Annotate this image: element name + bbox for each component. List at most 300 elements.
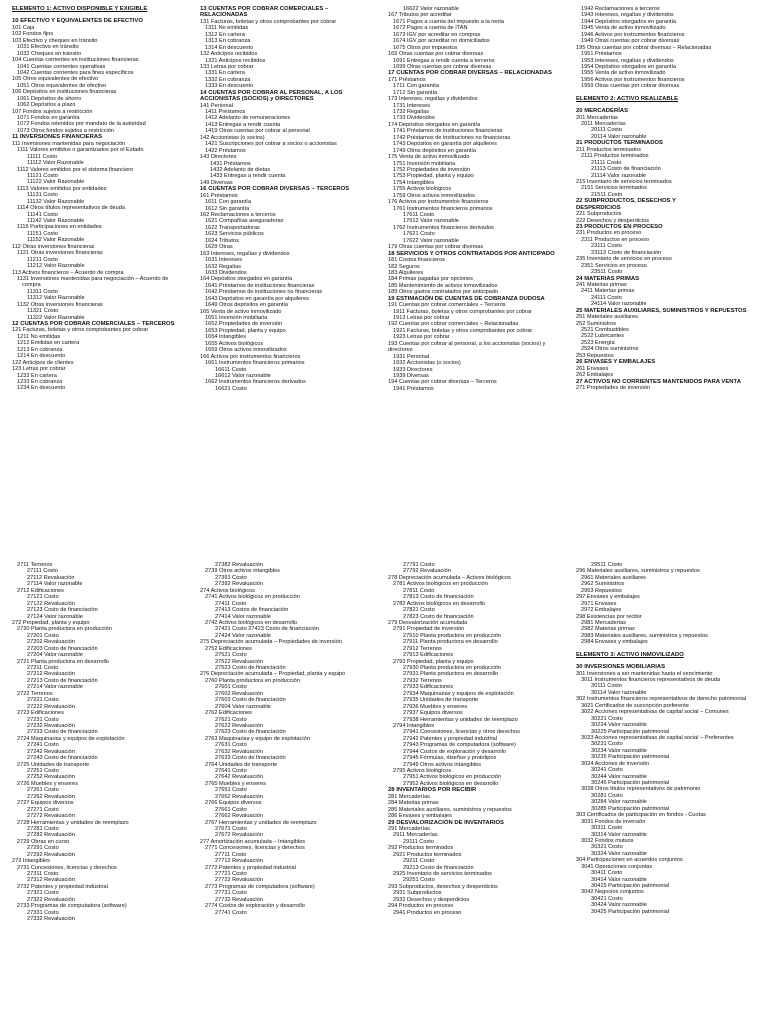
account-line: 1946 Activos por instrumentos financieros xyxy=(581,31,685,38)
section-heading: 10 EFECTIVO Y EQUIVALENTES DE EFECTIVO xyxy=(12,18,143,25)
section-heading: 25 MATERIALES AUXILIARES, SUMINISTROS Y REPUESTOS xyxy=(576,307,747,314)
account-line: 1051 Otros equivalentes de efectivo xyxy=(17,82,107,89)
account-line: 2795 Activos biológicos xyxy=(393,768,452,774)
account-line: 3023 Acciones representativas de capital social – Preferentes xyxy=(581,734,734,741)
account-line: 16621 Costo xyxy=(215,385,247,392)
account-line: 2733 Programas de computadora (software) xyxy=(17,903,127,910)
account-line: 231 Productos en proceso xyxy=(576,230,642,237)
account-line: 2782 Activos biológicos en desarrollo xyxy=(393,600,486,607)
account-line: 277 Amortización acumulada – Intangibles xyxy=(200,838,306,845)
account-line: 1422 Préstamos xyxy=(205,147,246,154)
account-line: 2772 Patentes y propiedad industrial xyxy=(205,864,296,871)
account-line: 281 Mercaderías xyxy=(388,793,430,800)
account-line: 2981 Mercaderías xyxy=(581,619,627,626)
account-line: 27721 Costo xyxy=(215,871,247,877)
column-2 xyxy=(200,6,386,392)
account-line: 1939 Diversas xyxy=(393,372,429,379)
account-line: 1949 Otras cuentas por cobrar diversas xyxy=(581,38,680,45)
account-line: 27911 Planta productora en desarrollo xyxy=(403,639,498,646)
account-line: 2962 Suministros xyxy=(581,581,625,588)
account-line: 27941 Concesiones, licencias y otros derechos xyxy=(403,729,520,736)
account-line: 185 Mantenimiento de activos inmovilizados xyxy=(388,282,498,289)
account-line: 1421 Suscripciones por cobrar a socios o accionistas xyxy=(205,141,337,148)
account-line: 27202 Revaluación xyxy=(27,639,75,646)
account-line: 2727 Equipos diversos xyxy=(17,800,74,807)
account-line: 11141 Costo xyxy=(27,211,58,218)
account-line: 183 Alquileres xyxy=(388,269,424,276)
account-line: 164 Depósitos otorgados en garantía xyxy=(200,276,293,283)
account-line: 1753 Propiedad, planta y equipo xyxy=(393,173,474,180)
account-line: 1631 Intereses xyxy=(205,257,243,264)
account-line: 27201 Costo xyxy=(27,632,59,639)
account-line: 27949 Otros activos intangibles xyxy=(403,761,482,768)
account-line: 2111 Productos terminados xyxy=(581,153,649,160)
account-line: 1311 No emitidas xyxy=(205,25,249,32)
account-line: 1759 Otros activos inmovilizados xyxy=(393,192,475,199)
account-line: 20114 Valor razonable xyxy=(591,133,647,140)
account-line: 2732 Patentes y propiedad industrial xyxy=(17,883,108,890)
account-line: 253 Repuestos xyxy=(576,352,614,359)
section-heading: 18 SERVICIOS Y OTROS CONTRATADOS POR ANTICIPADO xyxy=(388,250,555,257)
account-line: 27414 Valor razonable xyxy=(215,613,271,620)
account-line: 29111 Costo xyxy=(403,838,434,845)
account-line: 30241 Costo xyxy=(591,767,623,774)
account-line: 2794 Intangibles xyxy=(393,722,435,729)
account-line: 2711 Terrenos xyxy=(17,562,53,568)
account-line: 27791 Costo xyxy=(403,562,435,568)
account-line: 1113 Valores emitidos por entidades xyxy=(17,185,107,192)
account-line: 2767 Herramientas y unidades de reemplazo xyxy=(205,819,317,826)
account-line: 1121 Otras inversiones financieras xyxy=(17,250,103,257)
account-line: 279 Desvalorización acumulada xyxy=(388,619,468,626)
account-line: 1671 Pagos a cuenta del impuesto a la renta xyxy=(393,18,505,25)
account-line: 11132 Valor Razonable xyxy=(27,198,85,205)
account-line: 1332 En cobranza xyxy=(205,76,251,83)
account-line: 1314 En descuento xyxy=(205,44,254,51)
account-line: 296 Materiales auxiliares, suministros y repuestos xyxy=(576,568,700,575)
account-line: 261 Envases xyxy=(576,365,609,372)
account-line: 27603 Costo de financiación xyxy=(215,697,286,704)
account-line: 27413 Costos de financiación xyxy=(215,607,289,614)
account-line: 276 Depreciación acumulada – Propiedad, planta y equipo xyxy=(200,671,346,678)
section-heading: 27 ACTIVOS NO CORRIENTES MANTENIDOS PARA VENTA xyxy=(576,378,741,385)
account-line: 27937 Equipos diversos xyxy=(403,710,463,717)
account-line: 29213 Costo de financiación xyxy=(403,864,474,871)
account-line: 30231 Costo xyxy=(591,741,623,748)
account-line: 103 Efectivo y cheques en tránsito xyxy=(12,37,98,44)
account-line: 1911 Facturas, boletas y otros comprobantes por cobrar xyxy=(393,308,532,315)
account-line: 27392 Revaluación xyxy=(215,581,263,588)
account-line: 2763 Maquinarias y equipo de explotación xyxy=(205,735,310,742)
account-line: 27122 Revaluación xyxy=(27,600,75,607)
account-line: 2731 Concesiones, licencias y derechos xyxy=(17,864,117,871)
account-line: 142 Accionistas (o socios) xyxy=(200,134,265,141)
account-line: 3041 Operaciones conjuntas xyxy=(581,863,653,870)
account-line: 1921 Facturas, boletas y otros comprobantes por cobrar xyxy=(393,327,533,334)
account-line: 1333 En descuento xyxy=(205,83,254,90)
account-line: 1072 Fondos retenidos por mandato de la autoridad xyxy=(17,121,146,128)
account-line: 2760 Planta productora en producción xyxy=(205,677,300,684)
account-line: 298 Existencias por recibir xyxy=(576,613,642,620)
account-line: 23511 Costo xyxy=(591,269,623,276)
account-line: 27421 Costo 27423 Costo de financiación xyxy=(215,626,319,633)
account-line: 11311 Costo xyxy=(27,288,58,295)
account-line: 27114 Valor razonable xyxy=(27,581,83,588)
account-line: 11122 Valor Razonable xyxy=(27,179,85,186)
account-line: 1761 Instrumentos financieros primarios xyxy=(393,205,493,212)
account-line: 27331 Costo xyxy=(27,909,59,916)
account-line: 27521 Costo xyxy=(215,652,247,659)
account-line: 1712 Sin garantía xyxy=(393,89,438,96)
account-line: 275 Depreciación acumulada – Propiedades de inversión xyxy=(200,639,342,646)
account-line: 302 Instrumentos financieros representativos de derecho patrimonial xyxy=(576,696,747,703)
section-heading: 26 ENVASES Y EMBALAJES xyxy=(576,359,656,366)
account-line: 27652 Revaluación xyxy=(215,793,263,800)
account-line: 21511 Costo xyxy=(591,191,623,198)
account-line: 1654 Intangibles xyxy=(205,334,247,341)
account-line: 221 Subproductos xyxy=(576,211,622,218)
account-line: 3021 Certificados de suscripción preferente xyxy=(581,702,689,709)
account-line: 1213 En cobranza xyxy=(17,346,63,353)
account-line: 20111 Costo xyxy=(591,127,622,134)
account-line: 27523 Costo de financiación xyxy=(215,665,286,671)
account-line: 11321 Costo xyxy=(27,308,59,315)
account-line: 1313 En cobranza xyxy=(205,38,251,45)
account-line: 106 Depósitos en instituciones financieras xyxy=(12,89,117,96)
account-line: 1913 Letras por cobrar xyxy=(393,315,450,321)
account-line: 2932 Desechos y desperdicios xyxy=(393,896,470,903)
account-line: 30225 Participación patrimonial xyxy=(591,728,670,735)
section-heading: 30 INVERSIONES MOBILIARIAS xyxy=(576,664,666,671)
account-line: 274 Activos biológicos xyxy=(200,587,256,594)
account-line: 1662 Instrumentos financieros derivados xyxy=(205,379,306,386)
account-line: 1633 Dividendos xyxy=(205,269,247,276)
account-line: 1062 Depósitos a plazo xyxy=(17,102,76,109)
account-line: 1632 Regalías xyxy=(205,263,242,270)
account-line: 272 Propiedad, planta y equipo xyxy=(12,619,90,626)
account-line: 3011 Instrumentos financieros representativos de deuda xyxy=(581,677,721,683)
account-line: 235 Inventario de servicios en proceso xyxy=(576,256,672,263)
account-line: 27943 Programas de computadora (software) xyxy=(403,742,516,749)
account-line: 1942 Reclamaciones a terceros xyxy=(581,6,660,12)
account-line: 1312 En cartera xyxy=(205,31,245,38)
account-line: 29511 Costo xyxy=(591,562,623,568)
account-line: 1951 Préstamos xyxy=(581,51,622,58)
account-line: 1061 Depósitos de ahorro xyxy=(17,95,82,102)
account-line: 3024 Acciones de inversión xyxy=(581,760,650,767)
account-line: 27111 Costo xyxy=(27,568,58,575)
account-line: 1953 Intereses, regalías y dividendos xyxy=(581,57,674,64)
account-line: 1331 En cartera xyxy=(205,70,245,77)
account-line: 2972 Embalajes xyxy=(581,607,622,614)
account-line: 27252 Revaluación xyxy=(27,774,75,781)
account-line: 133 Letras por cobrar xyxy=(200,63,254,70)
account-line: 27232 Revaluación xyxy=(27,722,75,729)
section-heading: 13 CUENTAS POR COBRAR COMERCIALES – xyxy=(200,6,329,12)
account-line: 165 Venta de activo inmovilizado xyxy=(200,308,282,315)
account-line: 176 Activos por instrumentos financieros xyxy=(388,199,489,206)
account-line: 2011 Mercaderías xyxy=(581,121,626,127)
account-line: 102 Fondos fijos xyxy=(12,31,54,38)
account-line: 211 Productos terminados xyxy=(576,146,641,153)
account-line: 2411 Materias primas xyxy=(581,288,635,295)
account-line: 27112 Revaluación xyxy=(27,574,75,581)
account-line: 27261 Costo xyxy=(27,787,59,794)
account-line: 262 Embalajes xyxy=(576,372,614,379)
account-line: 27662 Revaluación xyxy=(215,813,263,820)
account-line: 2729 Obras en curso xyxy=(17,838,70,845)
account-line: 1234 En descuento xyxy=(17,385,66,392)
account-line: 1699 Otras cuentas por cobrar diversas xyxy=(393,63,492,70)
account-line: 27262 Revaluación xyxy=(27,793,75,800)
account-line: 27642 Revaluación xyxy=(215,774,263,781)
account-line: 27291 Costo xyxy=(27,845,59,852)
account-line: 284 Materias primas xyxy=(388,800,439,807)
account-line: 1649 Otros depósitos en garantía xyxy=(205,302,289,309)
account-line: 27633 Costo de financiación xyxy=(215,755,286,762)
account-line: 1741 Préstamos de instituciones financieras xyxy=(393,128,503,135)
account-line: 1711 Con garantía xyxy=(393,83,439,90)
account-line: 30424 Valor razonable xyxy=(591,902,647,909)
account-line: 1611 Con garantía xyxy=(205,199,251,206)
account-line: 27712 Revaluación xyxy=(215,858,263,865)
account-line: 173 Intereses, regalías y dividendos xyxy=(388,96,478,103)
account-line: 2311 Productos en proceso xyxy=(581,236,649,243)
account-line: 1111 Valores emitidos o garantizados por el Estado xyxy=(17,147,144,154)
account-line: 1413 Entregas a rendir cuenta xyxy=(205,121,281,128)
account-line: 131 Facturas, boletas y otros comprobantes por cobrar xyxy=(200,18,337,25)
account-line: 27741 Costo xyxy=(215,909,247,916)
column-1 xyxy=(12,562,198,923)
account-line: 2712 Edificaciones xyxy=(17,587,64,594)
account-line: 169 Otras cuentas por cobrar diversas xyxy=(388,51,484,58)
account-line: 111 Inversiones mantenidas para negociación xyxy=(12,140,126,147)
account-line: 21113 Costo de financiación xyxy=(591,166,661,173)
account-line: 27391 Costo xyxy=(215,574,247,581)
account-line: 271 Propiedades de inversión xyxy=(576,384,651,391)
account-line: 294 Productos en proceso xyxy=(388,903,454,910)
account-line: 27233 Costo de financiación xyxy=(27,729,98,736)
account-line: 303 Certificados de participación en fondos - Cuotas xyxy=(576,812,706,819)
account-line: 1232 En cartera xyxy=(17,372,57,379)
account-line: 1643 Depósitos en garantía por alquileres xyxy=(205,295,309,302)
account-line: 27604 Valor razonable xyxy=(215,703,271,710)
account-line: 193 Cuentas por cobrar al personal, a los accionistas (socios) y xyxy=(388,340,546,347)
account-line: 23113 Costo de financiación xyxy=(591,249,662,256)
account-line: 27952 Activos biológicos en desarrollo xyxy=(403,780,499,787)
account-line: 293 Subproductos, desechos y desperdicios xyxy=(388,883,498,890)
account-line: 195 Otras cuentas por cobrar diversas – Relacionadas xyxy=(576,44,712,51)
account-line: 1073 Otros fondos sujetos a restricción xyxy=(17,127,115,134)
account-line: 30234 Valor razonable xyxy=(591,747,647,754)
account-line: 27601 Costo xyxy=(215,684,247,691)
section-heading: 17 CUENTAS POR COBRAR DIVERSAS – RELACIONADAS xyxy=(388,70,552,77)
account-line: 215 Inventario de servicios terminados xyxy=(576,178,672,185)
section-heading: ELEMENTO 1: ACTIVO DISPONIBLE Y EXIGIBLE xyxy=(12,6,148,12)
account-line: 1691 Entregas a rendir cuenta a terceros xyxy=(393,57,495,64)
account-line: 2984 Envases y embalajes xyxy=(581,639,648,646)
section-heading: DESPERDICIOS xyxy=(576,204,621,211)
account-line: 2726 Muebles y enseres xyxy=(17,780,78,787)
column-1 xyxy=(12,6,198,392)
account-line: 107 Fondos sujetos a restricción xyxy=(12,108,93,115)
account-line: 27931 Planta productora en desarrollo xyxy=(403,671,499,678)
account-line: 1755 Activos biológicos xyxy=(393,186,452,193)
account-line: 27321 Costo xyxy=(27,890,59,897)
account-line: 191 Cuentas por cobrar comerciales – Terceros xyxy=(388,302,506,309)
account-line: 2911 Mercaderías xyxy=(393,832,438,839)
account-line: 27944 Costos de exploración y desarrollo xyxy=(403,748,506,755)
section-heading: 21 PRODUCTOS TERMINADOS xyxy=(576,140,663,147)
account-line: 189 Otros gastos contratados por anticipado xyxy=(388,289,499,296)
account-line: 192 Cuentas por cobrar comerciales – Relacionadas xyxy=(388,321,519,328)
account-line: 2793 Propiedad, planta y equipo xyxy=(393,658,474,665)
account-line: 1959 Otras cuentas por cobrar diversas xyxy=(581,83,680,90)
account-line: 17621 Costo xyxy=(403,231,435,238)
account-line: 27823 Costo de financiación xyxy=(403,613,474,620)
account-line: 122 Anticipos de clientes xyxy=(12,359,74,366)
account-line: 30284 Valor razonable xyxy=(591,799,647,806)
account-line: 2742 Activos biológicos en desarrollo xyxy=(205,619,298,626)
account-line: 201 Mercaderías xyxy=(576,114,618,121)
account-line: 1621 Compañías aseguradoras xyxy=(205,218,284,225)
account-line: 1954 Depósitos otorgados en garantía xyxy=(581,63,677,70)
account-line: compra xyxy=(22,282,41,289)
account-line: 2351 Servicios en proceso xyxy=(581,262,647,269)
account-line: 1672 Pagos a cuenta de ITAN xyxy=(393,25,468,32)
account-line: 2766 Equipos diversos xyxy=(205,800,262,807)
account-line: 1212 Emitidas en cartera xyxy=(17,340,80,347)
account-line: 2963 Repuestos xyxy=(581,587,622,594)
section-heading: 29 DESVALORIZACIÓN DE INVENTARIOS xyxy=(388,819,504,826)
section-heading: ELEMENTO 2: ACTIVO REALIZABLE xyxy=(576,95,679,102)
account-line: 27661 Costo xyxy=(215,806,247,813)
account-line: 1132 Otras inversiones financieras xyxy=(17,301,103,308)
account-line: 27211 Costo xyxy=(27,665,59,671)
account-line: 17612 Valor razonable xyxy=(403,218,459,225)
account-line: 161 Préstamos xyxy=(200,192,238,199)
account-line: 27722 Revaluación xyxy=(215,877,263,884)
account-line: 179 Otras cuentas por cobrar diversas xyxy=(388,244,484,251)
account-line: 27945 Fórmulas, diseños y prototipos xyxy=(403,755,497,762)
account-line: 30281 Costo xyxy=(591,792,623,799)
account-line: 27241 Costo xyxy=(27,742,59,749)
account-line: 1042 Cuentas corrientes para fines específicos xyxy=(17,69,134,76)
account-line: 3022 Acciones representativas de capital social – Comunes xyxy=(581,709,729,716)
account-line: 104 Cuentas corrientes en instituciones financieras xyxy=(12,57,139,64)
account-line: 1431 Préstamos xyxy=(210,160,251,167)
account-line: 1629 Otras xyxy=(205,244,233,251)
account-line: 11131 Costo xyxy=(27,192,58,199)
account-line: 21114 Valor razonable xyxy=(591,172,647,179)
section-heading: 14 CUENTAS POR COBRAR AL PERSONAL, A LOS xyxy=(200,89,343,96)
account-line: 1655 Activos biológicos xyxy=(205,340,264,347)
account-line: 27951 Activos biológicos en producción xyxy=(403,774,501,781)
account-line: 27623 Costo de financiación xyxy=(215,729,286,736)
account-line: 2921 Productos terminados xyxy=(393,851,462,858)
account-line: 27282 Revaluación xyxy=(27,832,75,839)
account-line: 1675 Otros por impuestos xyxy=(393,44,458,51)
account-line: 27203 Costo de financiación xyxy=(27,645,98,652)
account-line: 30311 Costo xyxy=(591,825,623,832)
account-line: 27934 Maquinarias y equipos de explotación xyxy=(403,690,514,697)
column-4 xyxy=(576,562,762,915)
account-line: 27622 Revaluación xyxy=(215,722,263,729)
account-line: 2764 Unidades de transporte xyxy=(205,761,278,768)
account-line: 163 Intereses, regalías y dividendos xyxy=(200,250,290,257)
account-line: 27322 Revaluación xyxy=(27,896,75,903)
account-line: 30111 Costo xyxy=(591,683,622,690)
section-heading: ACCIONISTAS (SOCIOS) y DIRECTORES xyxy=(200,96,314,103)
account-line: 2791 Propiedad de inversión xyxy=(393,626,465,633)
account-line: 11152 Valor Razonable xyxy=(27,237,85,244)
account-line: 2941 Productos en proceso xyxy=(393,909,462,916)
account-line: 132 Anticipos recibidos xyxy=(200,51,258,58)
account-line: 143 Directores xyxy=(200,154,237,161)
account-line: 2771 Concesiones, licencias y derechos xyxy=(205,845,305,852)
account-line: 17622 Valor razonable xyxy=(403,237,459,244)
account-line: 11212 Valor Razonable xyxy=(27,263,85,270)
account-line: 27933 Edificaciones xyxy=(403,684,454,691)
account-line: 141 Personal xyxy=(200,102,233,109)
account-line: 2522 Lubricantes xyxy=(581,333,624,340)
column-3 xyxy=(388,6,574,392)
account-line: 1032 Cheques en tránsito xyxy=(17,50,82,57)
account-line: 112 Otras inversiones financieras xyxy=(12,243,95,250)
account-line: 1115 Participaciones en entidades xyxy=(17,224,102,231)
account-line: 30114 Valor razonable xyxy=(591,689,647,696)
account-line: 273 Intangibles xyxy=(12,858,50,865)
column-4 xyxy=(576,6,762,391)
account-line: 30245 Participación patrimonial xyxy=(591,780,670,786)
account-line: 1751 Inversión mobiliaria xyxy=(393,160,456,167)
account-line: 1419 Otras cuentas por cobrar al personal xyxy=(205,128,310,135)
account-line: 27332 Revaluación xyxy=(27,916,75,923)
account-line: 1659 Otros activos inmovilizados xyxy=(205,347,287,354)
account-line: 30235 Participación patrimonial xyxy=(591,754,670,761)
account-line: 1742 Préstamos de instituciones no financieras xyxy=(393,134,511,141)
account-line: 11142 Valor Razonable xyxy=(27,218,85,224)
account-line: 1762 Instrumentos financieros derivados xyxy=(393,224,494,231)
account-line: 30285 Participación patrimonial xyxy=(591,805,670,812)
account-line: 27641 Costo xyxy=(215,768,247,774)
account-line: 1211 No emitidas xyxy=(17,333,61,340)
account-line: 1945 Venta de activo inmovilizado xyxy=(581,25,666,32)
account-line: 2722 Terrenos xyxy=(17,690,53,697)
account-line: 286 Envases y embalajes xyxy=(388,813,452,820)
account-line: 27311 Costo xyxy=(27,871,59,877)
account-line: 27732 Revaluación xyxy=(215,896,263,903)
account-line: 27651 Costo xyxy=(215,787,247,794)
account-line: 30244 Valor razonable xyxy=(591,773,647,780)
account-line: 278 Depreciación acumulada – Activos biológicos xyxy=(388,574,511,581)
account-line: 166 Activos por instrumentos financieros xyxy=(200,353,301,360)
account-line: 301 Inversiones a ser mantenidas hasta el vencimiento xyxy=(576,670,713,677)
account-line: 175 Venta de activo inmovilizado xyxy=(388,154,470,161)
account-line: 2765 Muebles y enseres xyxy=(205,780,266,787)
account-line: 182 Seguros xyxy=(388,263,420,270)
account-line: 27214 Valor razonable xyxy=(27,684,83,691)
account-line: 3028 Otros títulos representativos de patrimonio xyxy=(581,786,701,793)
account-line: 30324 Valor razonable xyxy=(591,850,647,857)
account-line: 27411 Costo xyxy=(215,600,247,607)
account-line: 1112 Valores emitidos por el sistema financiero xyxy=(17,166,134,173)
account-line: 30314 Valor razonable xyxy=(591,831,647,838)
account-line: 27792 Revaluación xyxy=(403,568,451,575)
account-line: 30321 Costo xyxy=(591,844,623,851)
account-line: 167 Tributos por acreditar xyxy=(388,12,452,19)
account-line: 16622 Valor razonable xyxy=(403,6,459,12)
